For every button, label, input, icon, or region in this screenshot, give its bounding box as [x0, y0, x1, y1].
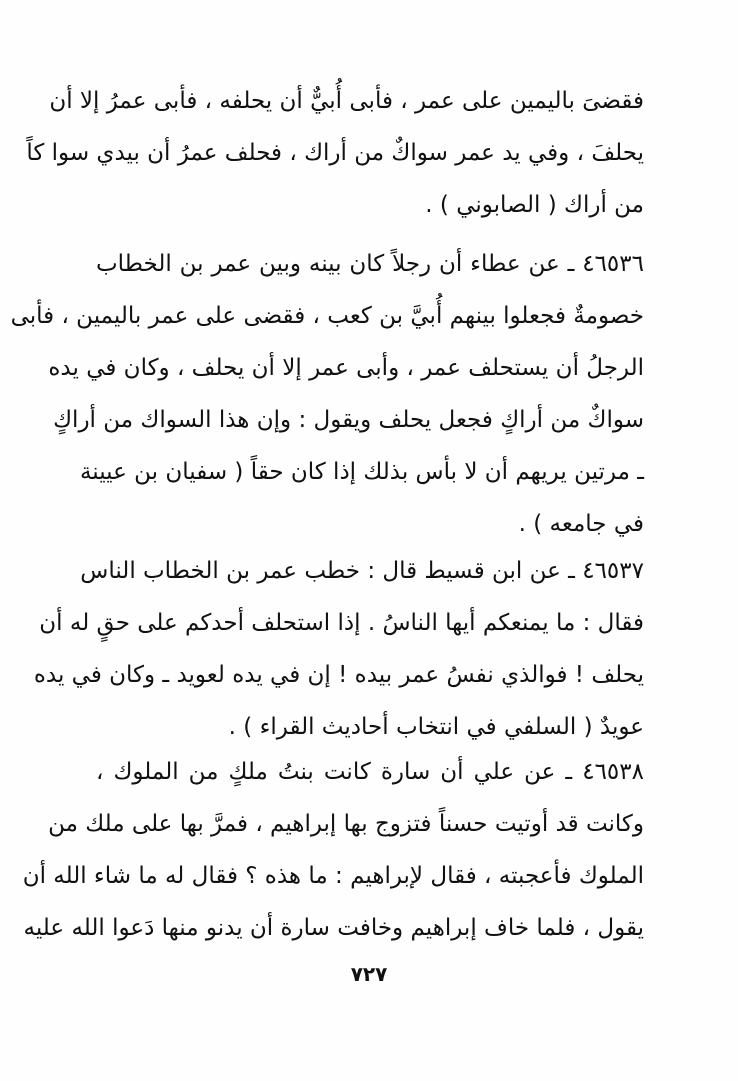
text-line: فقضىَ باليمين على عمر ، فأبى أُبيٌّ أن يحلفه ، فأبى عمرُ إلا أن — [49, 88, 644, 114]
text-line: وكانت قد أوتيت حسناً فتزوج بها إبراهيم ، فمرَّ بها على ملك من — [48, 811, 644, 837]
hadith-46538 — [22, 746, 644, 954]
text-line: ٤٦٥٣٧ ـ عن ابن قسيط قال : خطب عمر بن الخطاب الناس — [80, 558, 644, 584]
text-line: ٤٦٥٣٦ ـ عن عطاء أن رجلاً كان بينه وبين عمر بن الخطاب — [96, 251, 644, 277]
paragraph-continuation — [26, 75, 644, 231]
text-line: ٤٦٥٣٨ ـ عن علي أن سارة كانت بنتُ ملكٍ من الملوك ، — [96, 759, 644, 785]
text-line: في جامعه ) . — [518, 511, 644, 537]
text-line: خصومةٌ فجعلوا بينهم أُبيَّ بن كعب ، فقضى على عمر باليمين ، فأبى — [10, 303, 644, 329]
text-line: يحلف ! فوالذي نفسُ عمر بيده ! إن في يده لعويد ـ وكان في يده — [33, 662, 644, 688]
text-line: من أراك ( الصابوني ) . — [425, 192, 644, 218]
text-line: سواكٌ من أراكٍ فجعل يحلف ويقول : وإن هذا السواك من أراكٍ — [53, 407, 644, 433]
text-line: فقال : ما يمنعكم أيها الناسُ . إذا استحلف أحدكم على حقٍ له أن — [39, 610, 644, 636]
hadith-46537 — [33, 545, 644, 753]
text-line: عويدٌ ( السلفي في انتخاب أحاديث القراء ) . — [228, 714, 644, 740]
text-line: الرجلُ أن يستحلف عمر ، وأبى عمر إلا أن يحلف ، وكان في يده — [48, 355, 644, 381]
page-number: ٧٢٧ — [350, 962, 388, 986]
text-line: يحلفَ ، وفي يد عمر سواكٌ من أراك ، فحلف عمرُ أن بيدي سوا كاً — [26, 140, 644, 166]
text-line: ـ مرتين يريهم أن لا بأس بذلك إذا كان حقاً ( سفيان بن عيينة — [79, 459, 644, 485]
hadith-46536 — [10, 238, 644, 550]
text-line: يقول ، فلما خاف إبراهيم وخافت سارة أن يدنو منها دَعوا الله عليه — [23, 915, 644, 941]
text-line: الملوك فأعجبته ، فقال لإبراهيم : ما هذه ؟ فقال له ما شاء الله أن — [22, 863, 644, 889]
